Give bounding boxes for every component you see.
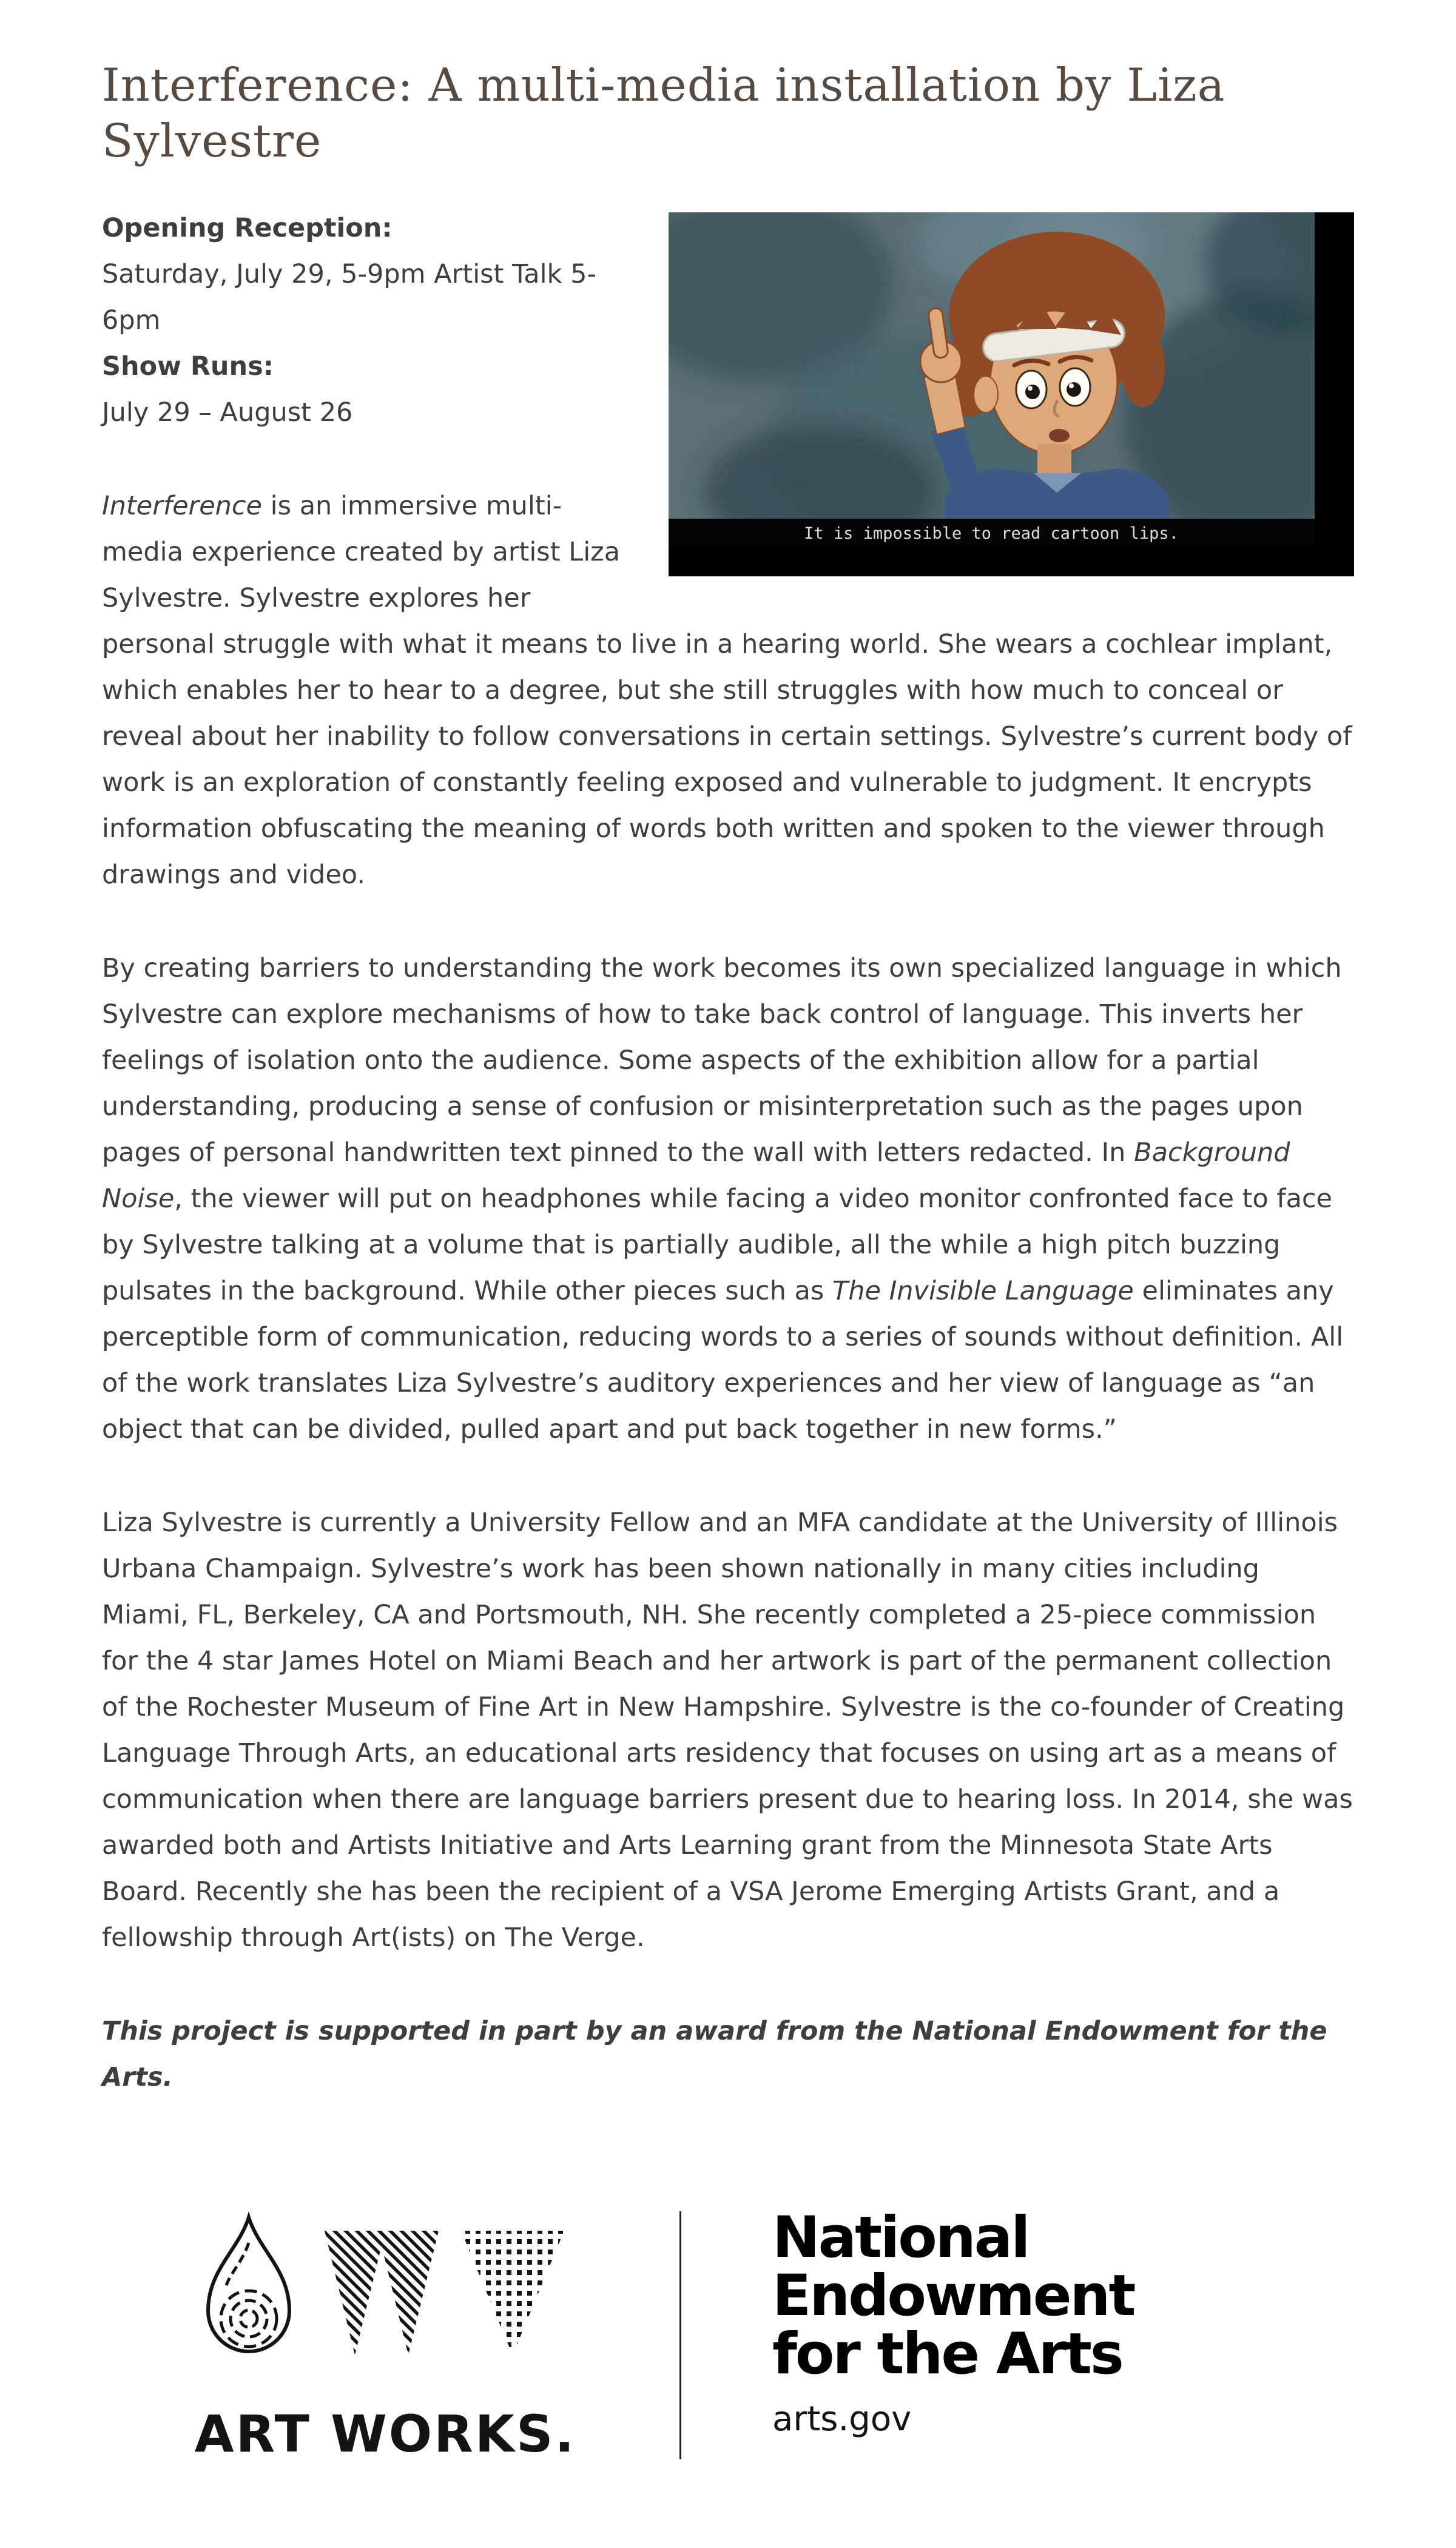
nea-wordmark — [772, 2206, 1134, 2464]
artworks-logo — [179, 2206, 592, 2464]
dot-triangle-icon — [461, 2231, 564, 2355]
work-title-background-noise: Background Noise — [102, 1138, 1290, 1214]
opening-reception-label: Opening Reception: — [102, 213, 393, 243]
work-title-invisible-language: The Invisible Language — [832, 1276, 1134, 1306]
paragraph-intro-text: is an immersive multi-media experience created by artist Liza Sylvestre. Sylvestre explores her personal struggle with what it means to live in a hearing world. She wears a cochlear implant, which enables her to hear to a degree, but she still struggles with how much to conceal or reveal about her inability to follow conversations in certain settings. Sylvestre’s current body of work is an exploration of constantly feeling exposed and vulnerable to judgment. It encrypts information obfuscating the meaning of words both written and spoken to the viewer through drawings and video. — [102, 491, 1352, 890]
show-runs-label: Show Runs: — [102, 351, 274, 382]
support-note: This project is supported in part by an award from the National Endowment for the Arts. — [102, 2016, 1327, 2092]
video-caption: It is impossible to read cartoon lips. — [804, 524, 1179, 543]
arts-gov-url: arts.gov — [772, 2399, 912, 2439]
hatched-w-icon — [325, 2231, 439, 2355]
page-title — [102, 58, 1354, 169]
show-runs-value: July 29 – August 26 — [102, 397, 353, 428]
video-still — [669, 212, 1354, 576]
page-title-line-1: Interference: A multi-media installation by Liza — [102, 58, 1225, 112]
paragraph-exhibition-text-1: By creating barriers to understanding the work becomes its own specialized language in which Sylvestre can explore mechanisms of how to take back control of language. This inverts her feelings of isolation onto the audience. Some aspects of the exhibition allow for a partial understanding, producing a sense of confusion or misinterpretation such as the pages upon pages of personal handwritten text pinned to the wall with letters redacted. In — [102, 953, 1342, 1168]
paragraph-artist-bio: Liza Sylvestre is currently a University Fellow and an MFA candidate at the University of Illinois Urbana Champaign. Sylvestre’s work has been shown nationally in many cities including Miami, FL, Berkeley, CA and Portsmouth, NH. She recently completed a 25-piece commission for the 4 star James Hotel on Miami Beach and her artwork is part of the permanent collection of the Rochester Museum of Fine Art in New Hampshire. Sylvestre is the co-founder of Creating Language Through Arts, an educational arts residency that focuses on using art as a means of communication when there are language barriers present due to hearing loss. In 2014, she was awarded both and Artists Initiative and Arts Learning grant from the Minnesota State Arts Board. Recently she has been the recipient of a VSA Jerome Emerging Artists Grant, and a fellowship through Art(ists) on The Verge. — [102, 1508, 1353, 1953]
paragraph-exhibition-text-2: , the viewer will put on headphones while facing a video monitor confronted face to face by Sylvestre talking at a volume that is partially audible, all the while a high pitch buzzing pulsates in the background. While other pieces such as — [102, 1184, 1333, 1306]
paragraph-exhibition — [102, 945, 1354, 1452]
cartoon-video-frame — [669, 212, 1354, 576]
footer-divider-line — [679, 2211, 681, 2459]
footer-logos — [179, 2206, 1456, 2464]
opening-reception-value: Saturday, July 29, 5-9pm Artist Talk 5-6pm — [102, 259, 596, 335]
page-title-line-2: Sylvestre — [102, 113, 322, 167]
paragraph-exhibition-text-3: eliminates any perceptible form of communication, reducing words to a series of sounds without definition. All of the work translates Liza Sylvestre’s auditory experiences and her view of language as “an object that can be divided, pulled apart and put back together in new forms.” — [102, 1276, 1344, 1444]
fingerprint-drop-icon — [208, 2217, 289, 2351]
nea-line-3: for the Arts — [772, 2321, 1122, 2387]
nea-line-2: Endowment — [772, 2263, 1134, 2329]
work-title-interference: Interference — [102, 491, 263, 521]
artworks-wordmark: ART WORKS. — [194, 2404, 576, 2464]
nea-line-1: National — [772, 2205, 1029, 2271]
artworks-logo-marks — [185, 2206, 585, 2388]
